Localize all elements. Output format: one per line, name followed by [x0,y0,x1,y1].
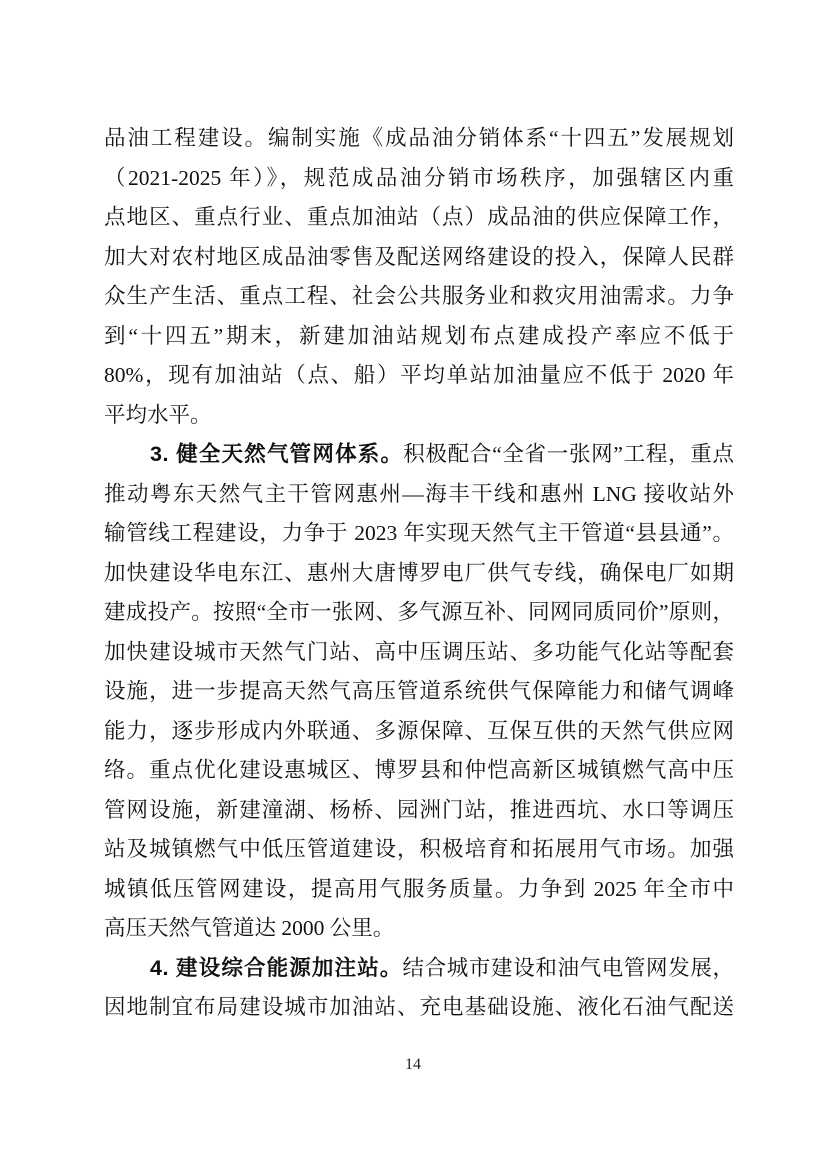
text-line [104,712,734,752]
line-text: 城镇低压管网建设，提高用气服务质量。力争到 2025 年全市中 [104,876,734,901]
line-text: 加快建设城市天然气门站、高中压调压站、多功能气化站等配套 [104,639,734,664]
text-line [104,870,734,910]
text-line [104,396,734,436]
line-text: 站及城镇燃气中低压管道建设，积极培育和拓展用气市场。加强 [104,837,734,861]
line-text: 建成投产。按照“全市一张网、多气源互补、同网同质同价”原则， [104,600,734,624]
section-heading: 3. 健全天然气管网体系。 [150,442,404,466]
line-text: （2021-2025 年）》，规范成品油分销市场秩序，加强辖区内重 [104,165,734,190]
page-number: 14 [405,1056,421,1073]
line-text: 到“十四五”期末，新建加油站规划布点建成投产率应不低于 [104,323,734,348]
line-text: 管网设施，新建潼湖、杨桥、园洲门站，推进西坑、水口等调压 [104,797,734,822]
line-text: 输管线工程建设，力争于 2023 年实现天然气主干管道“县县通”。 [104,521,734,545]
line-text: 80%，现有加油站（点、船）平均单站加油量应不低于 2020 年 [104,363,734,387]
text-line [104,830,734,870]
text-line [104,119,734,159]
line-text: 积极配合“全省一张网”工程，重点 [403,442,734,466]
section-heading: 4. 建设综合能源加注站。 [150,955,403,980]
text-line [104,988,734,1028]
text-block [104,119,734,1028]
line-text: 能力，逐步形成内外联通、多源保障、互保互供的天然气供应网 [104,718,734,743]
line-text: 平均水平。 [104,402,212,427]
text-line [104,791,734,831]
line-text: 设施，进一步提高天然气高压管道系统供气保障能力和储气调峰 [104,679,734,703]
text-line [104,593,734,633]
text-line [104,238,734,278]
line-text: 络。重点优化建设惠城区、博罗县和仲恺高新区城镇燃气高中压 [104,758,734,782]
text-line [104,317,734,357]
text-line [104,909,734,949]
line-text: 结合城市建设和油气电管网发展， [402,955,734,980]
line-text: 高压天然气管道达 2000 公里。 [104,916,395,940]
text-line [104,514,734,554]
line-text: 加快建设华电东江、惠州大唐博罗电厂供气专线，确保电厂如期 [104,560,734,585]
text-line [104,356,734,396]
line-text: 品油工程建设。编制实施《成品油分销体系“十四五”发展规划 [104,126,734,150]
text-line [104,949,734,989]
text-line [104,554,734,594]
text-line [104,751,734,791]
text-line [104,435,734,475]
text-line [104,672,734,712]
line-text: 加大对农村地区成品油零售及配送网络建设的投入，保障人民群 [104,244,734,269]
text-line [104,159,734,199]
text-line [104,198,734,238]
text-line [104,475,734,515]
line-text: 众生产生活、重点工程、社会公共服务业和救灾用油需求。力争 [104,284,734,308]
line-text: 推动粤东天然气主干管网惠州—海丰干线和惠州 LNG 接收站外 [104,481,734,506]
line-text: 点地区、重点行业、重点加油站（点）成品油的供应保障工作， [104,205,734,229]
text-line [104,633,734,673]
line-text: 因地制宜布局建设城市加油站、充电基础设施、液化石油气配送 [104,995,734,1019]
text-line [104,277,734,317]
